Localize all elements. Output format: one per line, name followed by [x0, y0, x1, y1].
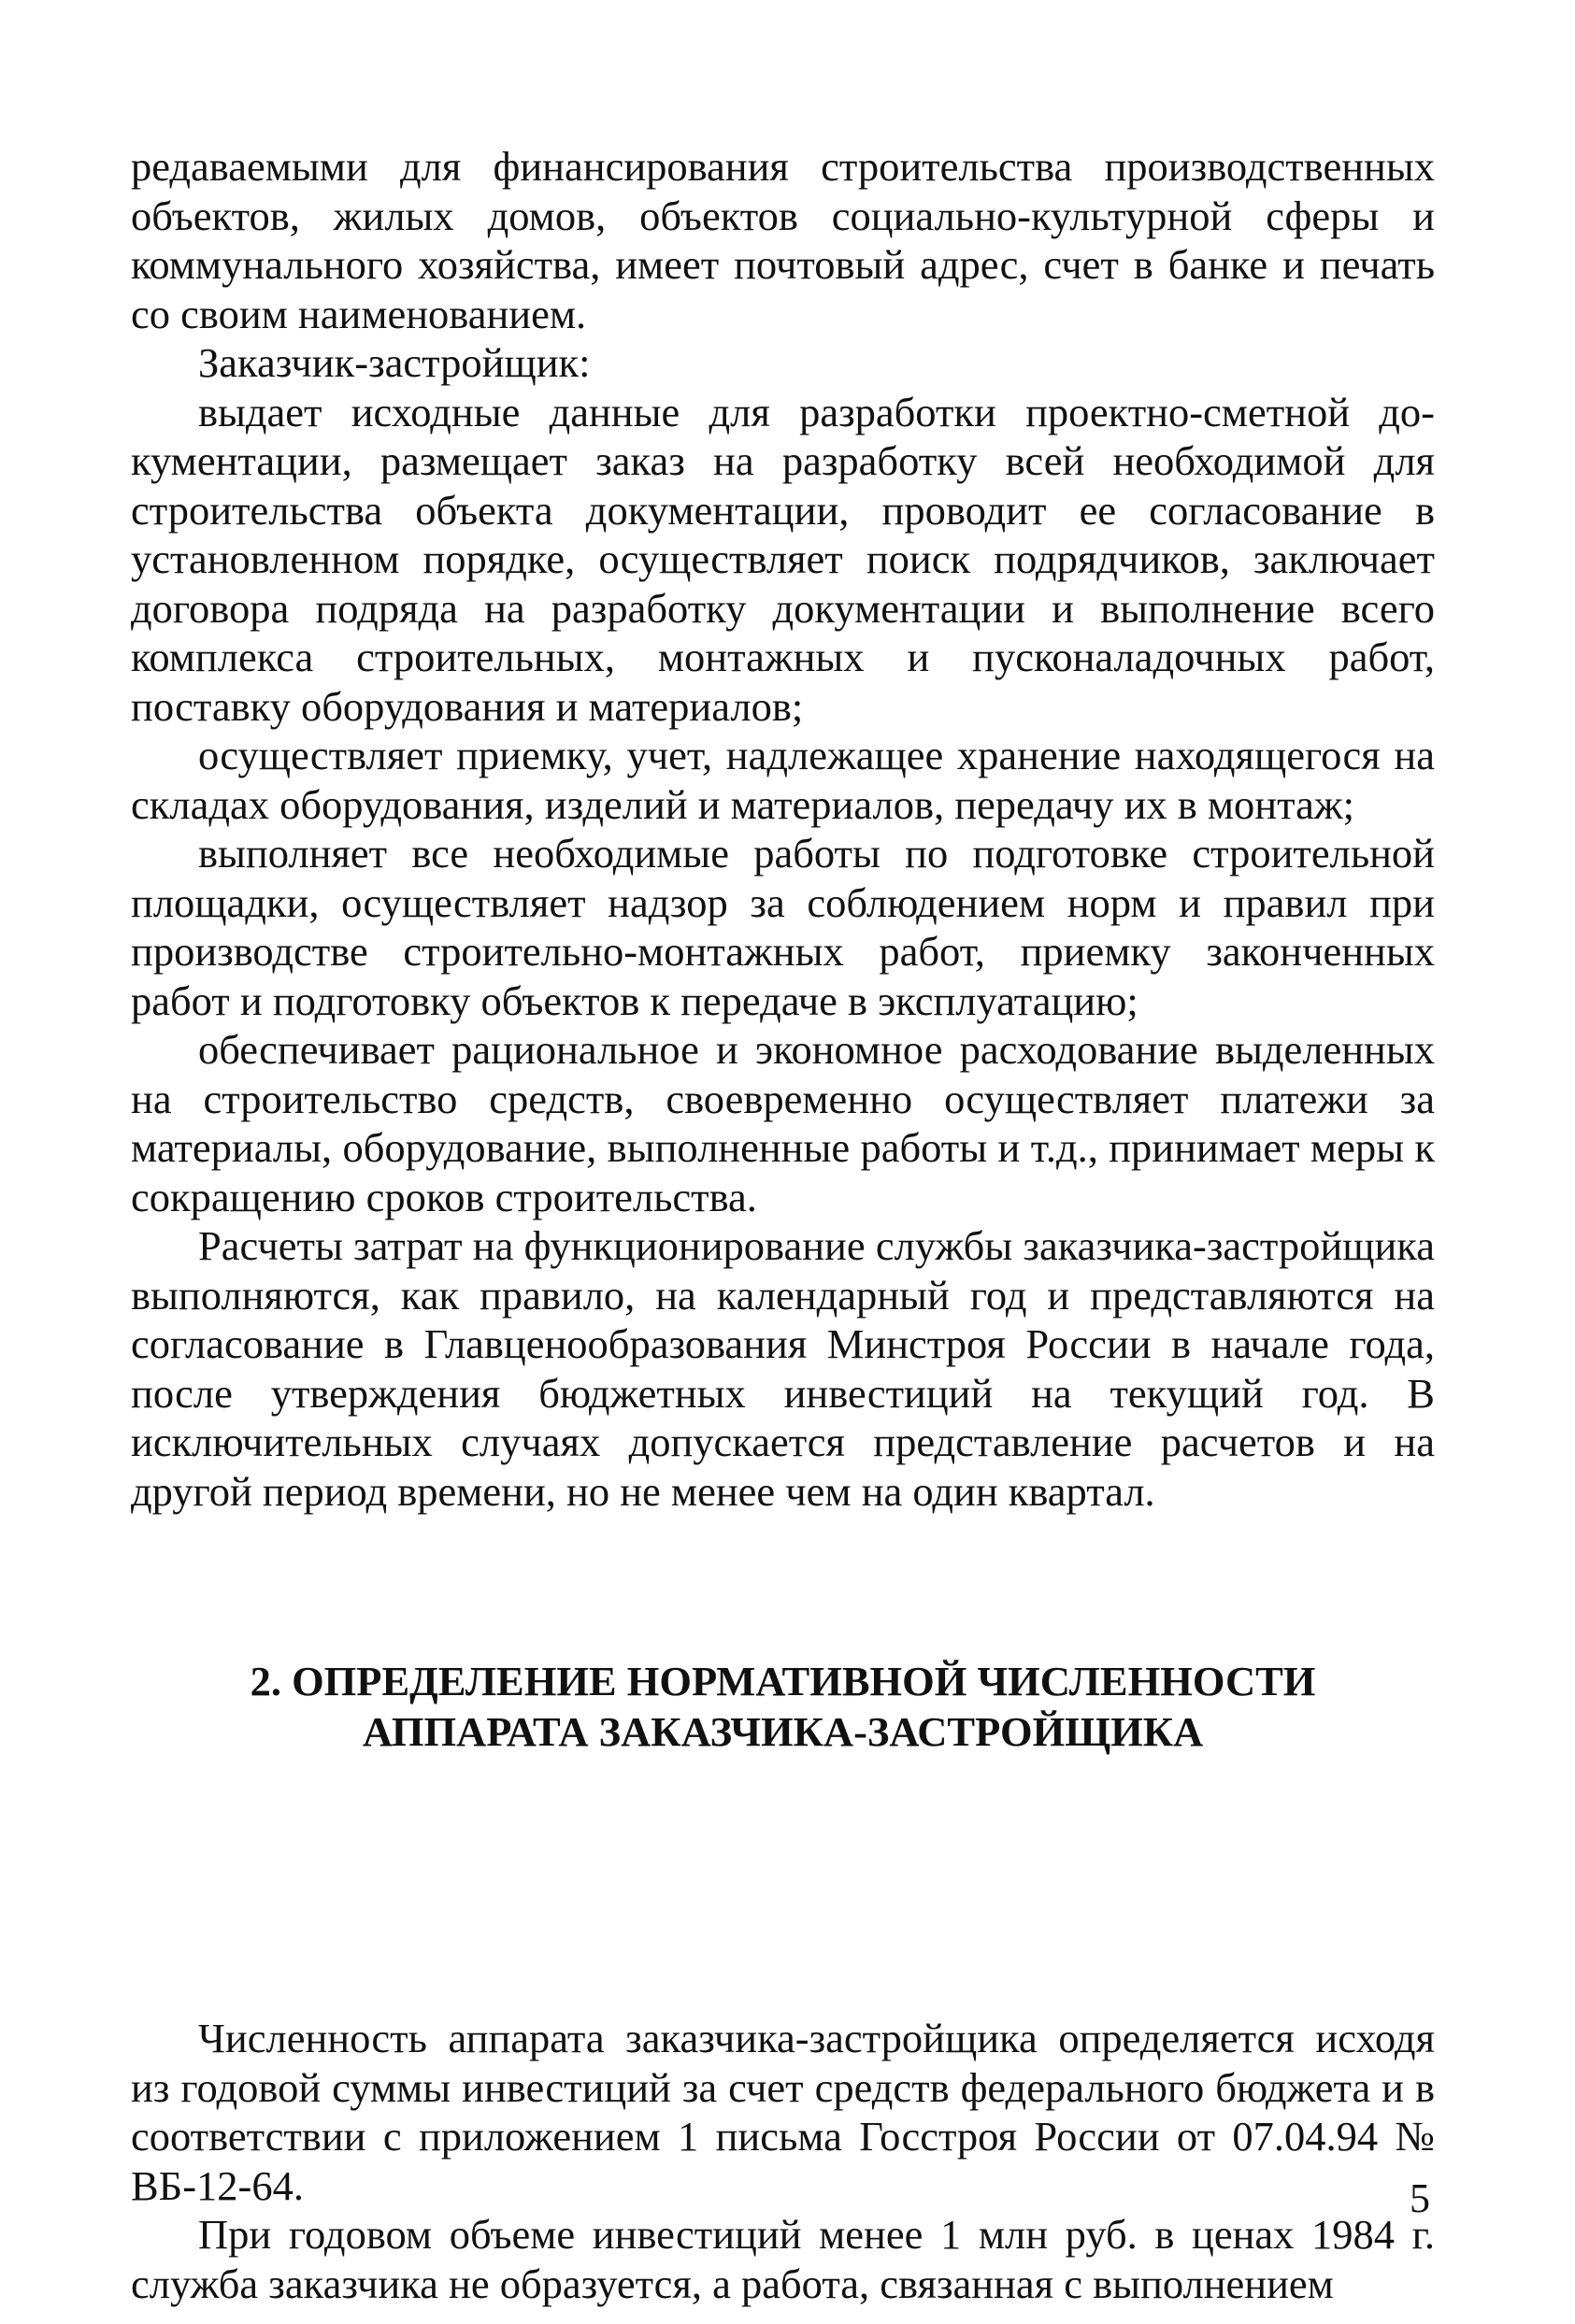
section-heading — [131, 1656, 1435, 1757]
section-heading-line-1: 2. ОПРЕДЕЛЕНИЕ НОРМАТИВНОЙ ЧИСЛЕННОСТИ — [250, 1658, 1316, 1704]
paragraph-investment-threshold: При годовом объеме инвестиций менее 1 млн руб. в ценах 1984 г. служба заказчика не образуется, а работа, связанная с выполнением — [131, 2211, 1435, 2307]
body-text-top — [131, 142, 1435, 1516]
paragraph-cost-calculations: Расчеты затрат на функционирование службы заказчика-застройщика выполняются, как правило, на календарный год и представляются на согласование в Главценообразования Минстроя России в начале года, после утверждения бюджетных инвестиций на текущий год. В исключительных случаях допускается представление расчетов и на другой период времени, но не менее чем на один квартал. — [131, 1222, 1435, 1515]
body-text-bottom — [131, 2014, 1435, 2308]
paragraph-customer-heading: Заказчик-застройщик: — [198, 339, 591, 386]
paragraph-duty-site-preparation: выполняет все необходимые работы по подготовке строительной площадки, осуществляет надзор за соблюдением норм и правил при производстве строительно-монтажных работ, приемку законченных работ и подготовку объектов к передаче в эксплуатацию; — [131, 830, 1435, 1024]
paragraph-staff-size: Численность аппарата заказчика-застройщика определяется исходя из годовой суммы инвестиций за счет средств федерального бюджета и в соответствии с приложением 1 письма Госстроя России от 07.04.94 № ВБ-12-64. — [131, 2015, 1435, 2209]
section-heading-line-2: АППАРАТА ЗАКАЗЧИКА-ЗАСТРОЙЩИКА — [362, 1708, 1204, 1755]
paragraph-duty-spending: обеспечивает рациональное и экономное расходование выделенных на строительство средств, своевременно осуществляет платежи за материалы, оборудование, выполненные работы и т.д., принимает меры к сокращению сроков строительства. — [131, 1026, 1435, 1220]
page-number: 5 — [1410, 2175, 1430, 2221]
paragraph-duty-acceptance: осуществляет приемку, учет, надлежащее хранение находящегося на складах оборудования, изделий и материалов, передачу их в монтаж; — [131, 732, 1435, 828]
paragraph-continuation: редаваемыми для финансирования строительства производственных объектов, жилых домов, объектов социально-культурной сферы и коммунального хозяйства, имеет почтовый адрес, счет в банке и печать со своим наименованием. — [131, 143, 1435, 337]
paragraph-duty-initial-data: выдает исходные данные для разработки проектно-сметной документации, размещает заказ на разработку всей необходимой для строительства объекта документации, проводит ее согласование в установленном порядке, осуществляет поиск подрядчиков, заключает договора подряда на разработку документации и выполнение всего комплекса строительных, монтажных и пусконаладочных работ, поставку оборудования и материалов; — [131, 388, 1435, 730]
